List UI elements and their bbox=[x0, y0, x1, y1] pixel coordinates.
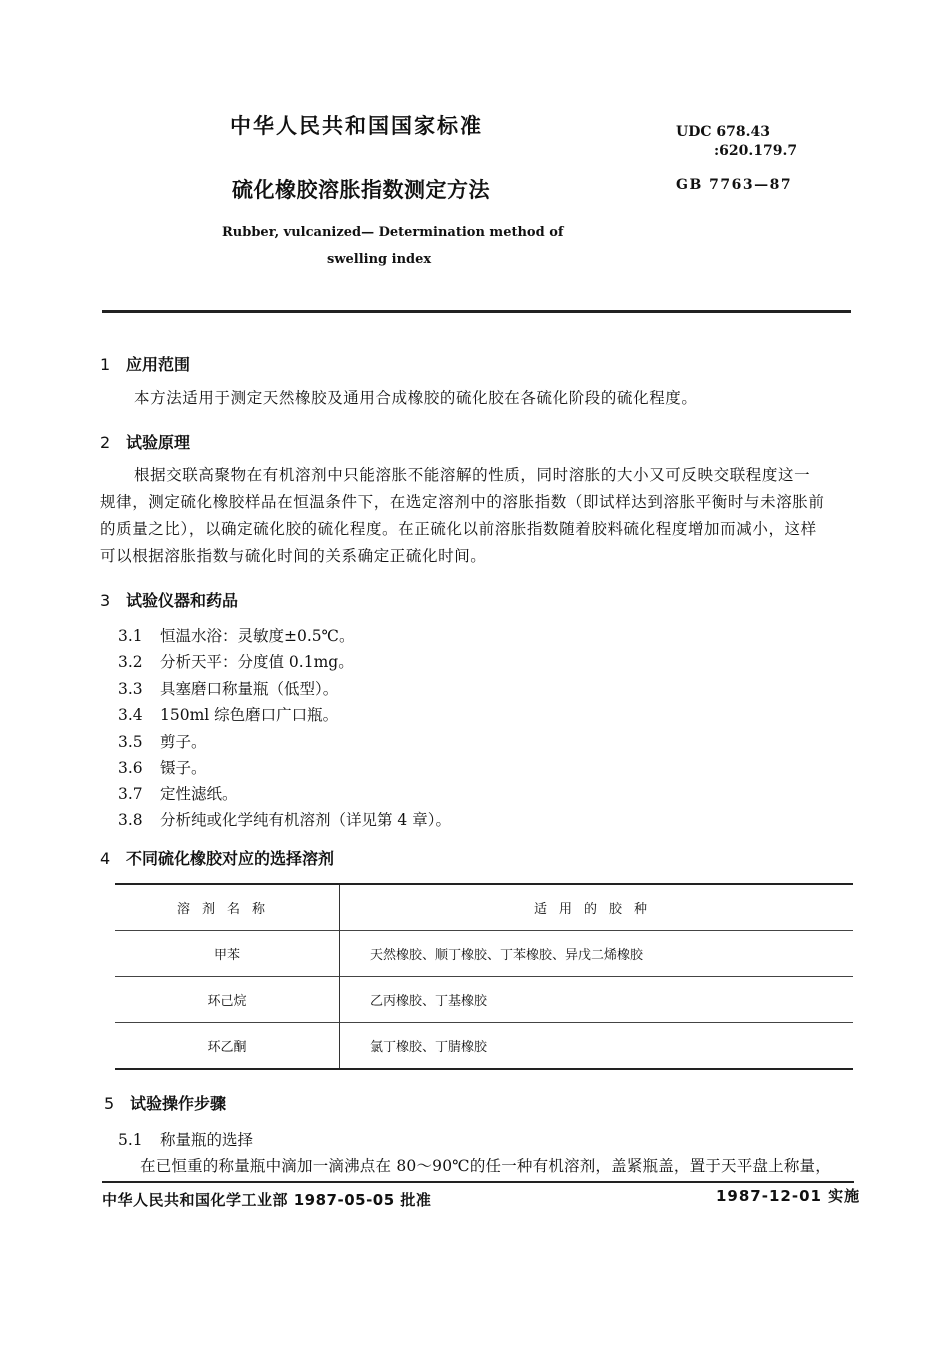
list-item bbox=[118, 677, 338, 699]
udc-code-line1: UDC 678.43 bbox=[676, 124, 770, 140]
item-text: 分析纯或化学纯有机溶剂（详见第 4 章）。 bbox=[160, 811, 451, 829]
section-2-line: 可以根据溶胀指数与硫化时间的关系确定正硫化时间。 bbox=[100, 547, 487, 565]
section-5-heading bbox=[104, 1091, 226, 1114]
english-title-line2: swelling index bbox=[327, 252, 432, 267]
approval-note: 中华人民共和国化学工业部 1987-05-05 批准 bbox=[102, 1191, 432, 1209]
section-title: 试验仪器和药品 bbox=[126, 591, 239, 610]
section-number: 1 bbox=[100, 355, 111, 374]
list-item bbox=[118, 756, 207, 778]
subsection-heading bbox=[118, 1128, 253, 1150]
section-1-heading bbox=[100, 352, 190, 375]
item-number: 5.1 bbox=[118, 1131, 143, 1149]
table-row bbox=[115, 977, 853, 1023]
item-text: 称量瓶的选择 bbox=[160, 1131, 254, 1149]
document-title: 硫化橡胶溶胀指数测定方法 bbox=[232, 178, 490, 202]
rubber-cell: 氯丁橡胶、丁腈橡胶 bbox=[340, 1023, 854, 1070]
item-number: 3.4 bbox=[118, 706, 143, 724]
item-text: 定性滤纸。 bbox=[160, 785, 238, 803]
item-number: 3.8 bbox=[118, 811, 143, 829]
item-number: 3.5 bbox=[118, 733, 143, 751]
list-item bbox=[118, 650, 354, 672]
section-number: 2 bbox=[100, 433, 111, 452]
list-item bbox=[118, 703, 338, 725]
section-title: 试验原理 bbox=[126, 433, 191, 452]
section-3-heading bbox=[100, 588, 238, 611]
solvent-cell: 环己烷 bbox=[115, 977, 340, 1023]
section-2-line: 的质量之比），以确定硫化胶的硫化程度。在正硫化以前溶胀指数随着胶料硫化程度增加而减小，这样 bbox=[100, 520, 817, 538]
implementation-date: 1987-12-01 实施 bbox=[716, 1187, 861, 1205]
item-text: 分析天平：分度值 0.1mg。 bbox=[160, 653, 354, 671]
item-number: 3.7 bbox=[118, 785, 143, 803]
section-2-heading bbox=[100, 430, 190, 453]
item-number: 3.6 bbox=[118, 759, 143, 777]
list-item bbox=[118, 624, 354, 646]
column-header-solvent: 溶剂名称 bbox=[115, 884, 340, 931]
item-number: 3.2 bbox=[118, 653, 143, 671]
item-text: 剪子。 bbox=[160, 733, 207, 751]
item-text: 具塞磨口称量瓶（低型）。 bbox=[160, 680, 339, 698]
english-title-line1: Rubber, vulcanized— Determination method of bbox=[222, 225, 564, 240]
item-text: 150ml 综色磨口广口瓶。 bbox=[160, 706, 339, 724]
item-text: 恒温水浴：灵敏度±0.5℃。 bbox=[160, 627, 355, 645]
list-item bbox=[118, 730, 207, 752]
table-row bbox=[115, 1023, 853, 1070]
list-item bbox=[118, 782, 238, 804]
section-4-heading bbox=[100, 846, 334, 869]
table-header-row bbox=[115, 884, 853, 931]
section-1-text: 本方法适用于测定天然橡胶及通用合成橡胶的硫化胶在各硫化阶段的硫化程度。 bbox=[134, 389, 698, 407]
header-divider bbox=[102, 310, 851, 313]
gb-code: GB 7763—87 bbox=[676, 177, 793, 193]
column-header-rubber: 适用的胶种 bbox=[340, 884, 854, 931]
footer-divider bbox=[102, 1181, 854, 1183]
section-title: 不同硫化橡胶对应的选择溶剂 bbox=[126, 849, 335, 868]
section-title: 试验操作步骤 bbox=[130, 1094, 227, 1113]
section-number: 3 bbox=[100, 591, 111, 610]
standard-org: 中华人民共和国国家标准 bbox=[230, 114, 483, 138]
item-number: 3.3 bbox=[118, 680, 143, 698]
section-number: 4 bbox=[100, 849, 111, 868]
rubber-cell: 乙丙橡胶、丁基橡胶 bbox=[340, 977, 854, 1023]
table-row bbox=[115, 931, 853, 977]
section-title: 应用范围 bbox=[126, 355, 191, 374]
udc-code-line2: :620.179.7 bbox=[714, 143, 798, 159]
solvent-cell: 环乙酮 bbox=[115, 1023, 340, 1070]
section-5-text: 在已恒重的称量瓶中滴加一滴沸点在 80～90℃的任一种有机溶剂，盖紧瓶盖，置于天平盘上称量， bbox=[140, 1157, 831, 1175]
section-number: 5 bbox=[104, 1094, 115, 1113]
item-number: 3.1 bbox=[118, 627, 143, 645]
solvent-table bbox=[115, 883, 853, 1070]
section-2-line: 根据交联高聚物在有机溶剂中只能溶胀不能溶解的性质，同时溶胀的大小又可反映交联程度这一 bbox=[134, 466, 811, 484]
solvent-cell: 甲苯 bbox=[115, 931, 340, 977]
list-item bbox=[118, 808, 451, 830]
item-text: 镊子。 bbox=[160, 759, 207, 777]
rubber-cell: 天然橡胶、顺丁橡胶、丁苯橡胶、异戊二烯橡胶 bbox=[340, 931, 854, 977]
section-2-line: 规律，测定硫化橡胶样品在恒温条件下，在选定溶剂中的溶胀指数（即试样达到溶胀平衡时与未溶胀前 bbox=[100, 493, 825, 511]
